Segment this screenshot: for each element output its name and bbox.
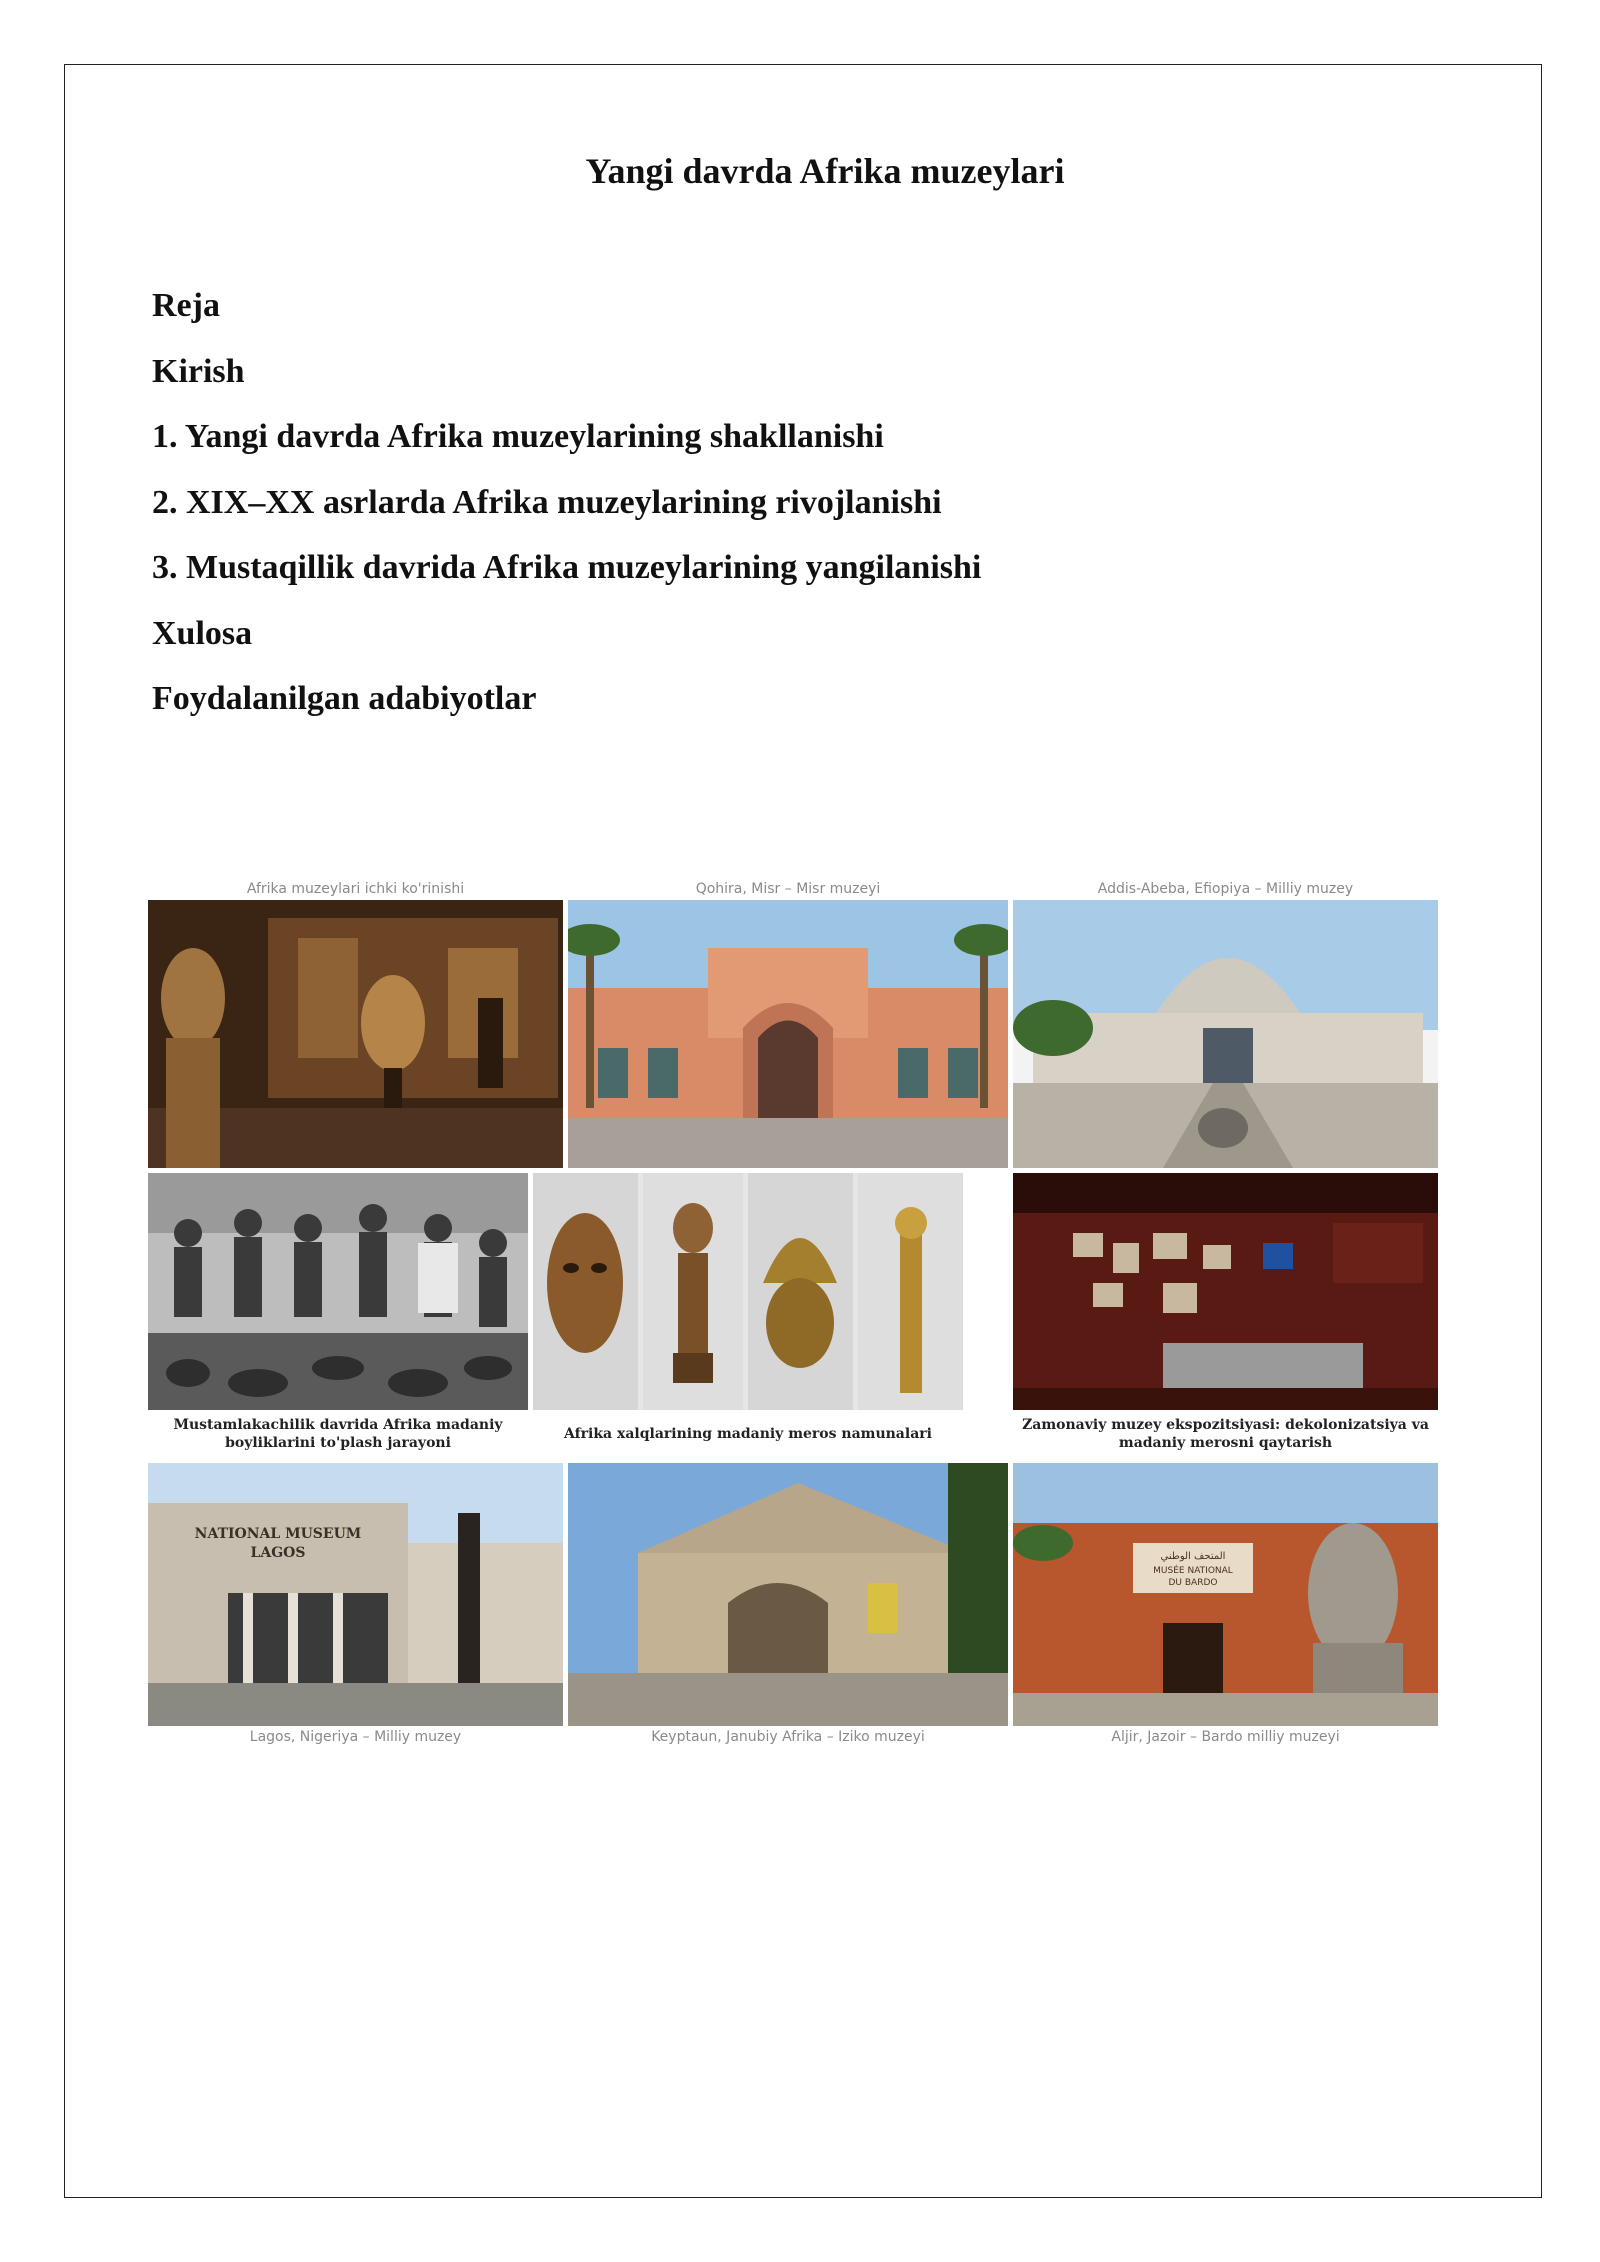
tile-modern-exhibition [1013,1173,1438,1458]
lagos-sign-line1: NATIONAL MUSEUM [194,1526,362,1542]
tile-museum-interior [148,878,563,1168]
cairo-museum-image [568,878,1008,1168]
caption-algiers-museum: Aljir, Jazoir – Bardo milliy muzeyi [1013,1726,1438,1748]
plan-item-conclusion: Xulosa [152,614,253,652]
tile-lagos-museum [148,1463,563,1748]
tile-addis-museum [1013,878,1438,1168]
plan-heading: Reja [152,287,220,324]
capetown-museum-image [568,1463,1008,1748]
caption-cairo-museum: Qohira, Misr – Misr muzeyi [568,878,1008,900]
bardo-sign-line2: DU BARDO [1168,1578,1218,1588]
caption-museum-interior: Afrika muzeylari ichki ko'rinishi [148,878,563,900]
plan-item-references: Foydalanilgan adabiyotlar [152,680,537,717]
algiers-museum-image [1013,1463,1438,1748]
lagos-museum-image [148,1463,563,1748]
plan-item-1: 1. Yangi davrda Afrika muzeylarining shakllanishi [152,418,884,455]
plan-item-intro: Kirish [152,352,245,390]
caption-lagos-museum: Lagos, Nigeriya – Milliy muzey [148,1726,563,1748]
plan-item-3: 3. Mustaqillik davrida Afrika muzeylarining yangilanishi [152,549,982,586]
addis-museum-image [1013,878,1438,1168]
tile-capetown-museum [568,1463,1008,1748]
museum-interior-image [148,878,563,1168]
plan-item-2: 2. XIX–XX asrlarda Afrika muzeylarining rivojlanishi [152,483,942,521]
lagos-sign-line2: LAGOS [250,1545,306,1561]
tile-cairo-museum [568,878,1008,1168]
caption-modern-exhibition: Zamonaviy muzey ekspozitsiyasi: dekolonizatsiya va madaniy merosni qaytarish [1013,1410,1438,1458]
museum-collage [148,878,1438,1748]
bardo-sign-arabic: المتحف الوطني [1160,1551,1226,1562]
caption-cultural-heritage: Afrika xalqlarining madaniy meros namunalari [533,1410,963,1458]
tile-colonial-collection [148,1173,528,1458]
caption-colonial-collection: Mustamlakachilik davrida Afrika madaniy boyliklarini to'plash jarayoni [148,1410,528,1458]
tile-algiers-museum [1013,1463,1438,1748]
caption-capetown-museum: Keyptaun, Janubiy Afrika – Iziko muzeyi [568,1726,1008,1748]
caption-addis-museum: Addis-Abeba, Efiopiya – Milliy muzey [1013,878,1438,900]
document-title: Yangi davrda Afrika muzeylari [585,151,1065,191]
bardo-sign-line1: MUSÉE NATIONAL [1153,1566,1233,1576]
plan-list [152,282,981,741]
tile-cultural-heritage [533,1173,963,1458]
